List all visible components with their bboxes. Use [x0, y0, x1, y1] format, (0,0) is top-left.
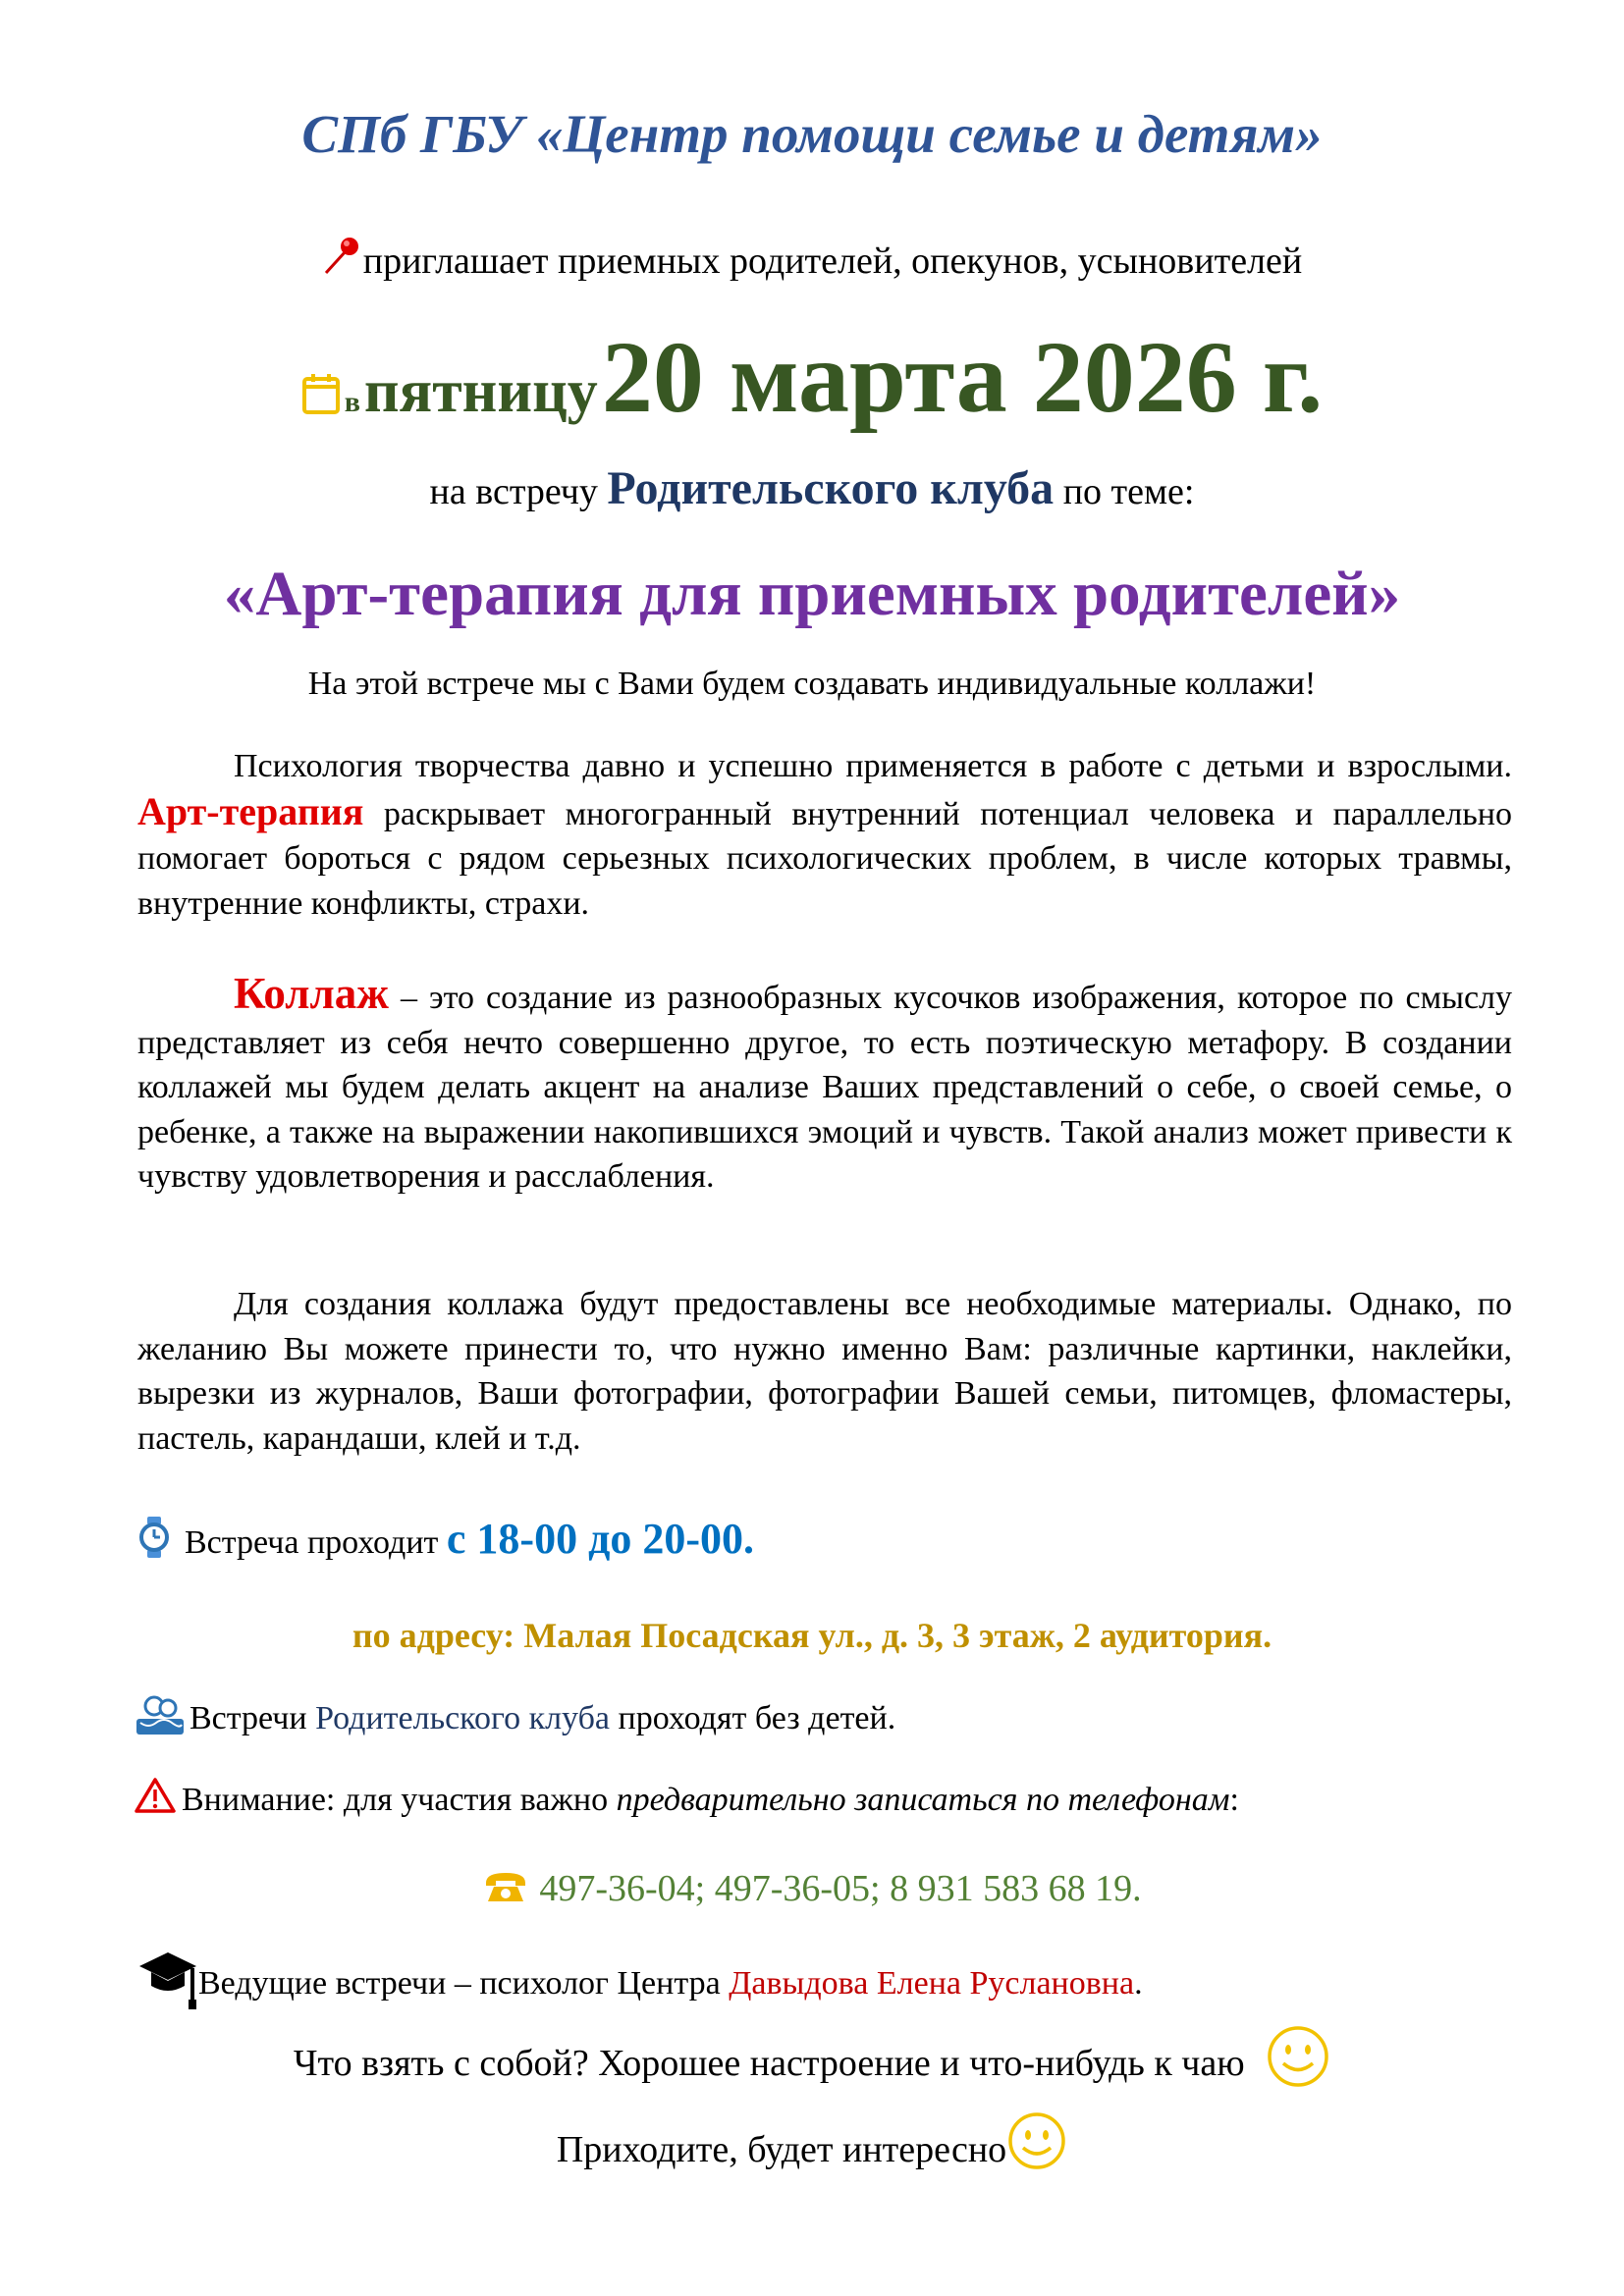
meeting-time-line [137, 1514, 754, 1564]
host-name: Давыдова Елена Руслановна [729, 1965, 1135, 2002]
event-date [0, 319, 1624, 436]
closing-text: Приходите, будет интересно [556, 2129, 1007, 2170]
attention-prefix: Внимание: для участия важно [182, 1782, 609, 1818]
what-to-bring-line [0, 2024, 1624, 2089]
attention-colon: : [1229, 1782, 1239, 1818]
address-line: по адресу: Малая Посадская ул., д. 3, 3 этаж, 2 аудитория. [352, 1616, 1272, 1655]
warning-icon [135, 1777, 176, 1814]
p1-highlight: Арт-терапия [137, 788, 364, 833]
closing-line [0, 2110, 1624, 2171]
time-value: с 18-00 до 20-00. [446, 1515, 754, 1563]
children-icon [135, 1693, 186, 1736]
host-period: . [1134, 1965, 1143, 2002]
p1-rest: раскрывает многогранный внутренний потенциал человека и параллельно помогает бороться с рядом серьезных психологических проблем, в числе которых травмы, внутренние конфликты, страхи. [137, 795, 1513, 922]
phone-numbers: 497-36-04; 497-36-05; 8 931 583 68 19. [539, 1868, 1142, 1909]
no-children-line [135, 1693, 895, 1737]
paragraph-materials [137, 1282, 1512, 1461]
attention-line [135, 1777, 1239, 1819]
phones-line [0, 1867, 1624, 1910]
p2-highlight: Коллаж [234, 969, 389, 1018]
organization-title: СПб ГБУ «Центр помощи семье и детям» [301, 104, 1323, 164]
smiley-icon [1006, 2110, 1067, 2171]
paragraph-art-therapy [137, 744, 1512, 926]
attention-italic: предварительно записаться по телефонам [616, 1782, 1230, 1818]
telephone-icon [482, 1869, 529, 1904]
host-prefix: Ведущие встречи – психолог Центра [198, 1965, 721, 2002]
time-prefix: Встреча проходит [185, 1524, 439, 1561]
nokids-club: Родительского клуба [315, 1700, 611, 1736]
graduation-cap-icon [137, 1947, 198, 2011]
p3-text: Для создания коллажа будут предоставлены все необходимые материалы. Однако, по желанию Вы можете принести то, что нужно именно Вам: различные картинки, наклейки, вырезки из журналов, Ваши фотографии, фотографии Вашей семьи, питомцев, фломастеры, пастель, карандаши, клей и т.д. [137, 1286, 1512, 1457]
date-day: пятницу [363, 358, 598, 425]
club-prefix: на встречу [429, 471, 598, 512]
bring-text: Что взять с собой? Хорошее настроение и что-нибудь к чаю [293, 2043, 1245, 2084]
club-name: Родительского клуба [607, 462, 1055, 514]
club-line [0, 461, 1624, 515]
host-line [137, 1947, 1143, 2011]
club-suffix: по теме: [1062, 471, 1195, 512]
pushpin-icon [322, 236, 361, 275]
invitation-text: приглашает приемных родителей, опекунов, усыновителей [362, 240, 1303, 282]
intro-text: На этой встрече мы с Вами будем создавать индивидуальные коллажи! [307, 666, 1317, 702]
date-full: 20 марта 2026 г. [601, 321, 1324, 434]
smiley-icon [1266, 2024, 1330, 2089]
nokids-suffix: проходят без детей. [618, 1700, 896, 1736]
p1-start: Психология творчества давно и успешно применяется в работе с детьми и взрослыми. [234, 748, 1512, 784]
topic-title: «Арт-терапия для приемных родителей» [223, 559, 1401, 629]
invitation-line [0, 236, 1624, 283]
watch-icon [137, 1516, 171, 1559]
date-preposition: в [344, 386, 360, 418]
p2-rest: – это создание из разнообразных кусочков изображения, которое по смыслу представляет из себя нечто совершенно другое, то есть поэтическую метафору. В создании коллажей мы будем делать акцент на анализе Ваших представлений о себе, о своей семье, о ребенке, а также на выражении накопившихся эмоций и чувств. Такой анализ может привести к чувству удовлетворения и расслабления. [137, 980, 1512, 1195]
calendar-icon [301, 372, 341, 415]
paragraph-collage [137, 969, 1512, 1200]
nokids-prefix: Встречи [189, 1700, 307, 1736]
